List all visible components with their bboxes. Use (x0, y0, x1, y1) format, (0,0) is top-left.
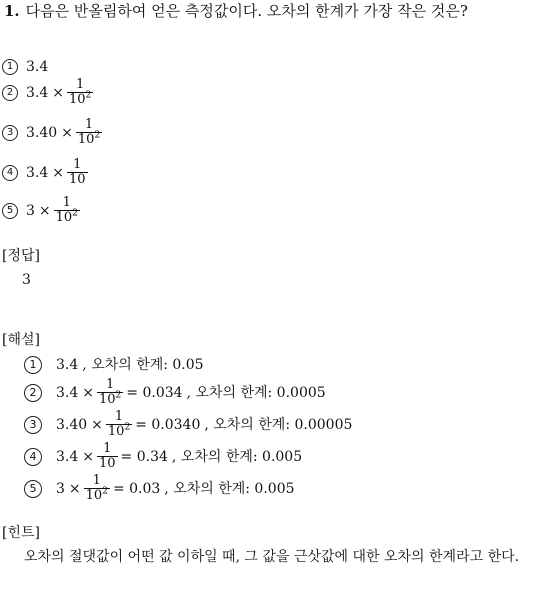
denominator-exponent: 2 (102, 486, 108, 497)
fraction (97, 378, 123, 407)
denominator-base: 10 (99, 392, 116, 407)
explanation-operator: × (91, 416, 103, 433)
choice-1[interactable] (2, 58, 48, 76)
choice-operator: × (52, 84, 64, 101)
answer-value: 3 (22, 272, 31, 288)
explanation-lead: 3 (56, 480, 65, 497)
explanation-result: = 0.03 (112, 480, 161, 497)
explanation-lead: 3.40 (56, 416, 88, 433)
fraction-numerator: 1 (84, 117, 94, 132)
choice-5[interactable] (2, 196, 83, 225)
fraction-numerator: 1 (106, 377, 115, 392)
fraction-numerator: 1 (114, 409, 124, 424)
fraction-numerator: 1 (62, 195, 71, 210)
choice-lead: 3.4 (26, 164, 49, 181)
denominator-exponent: 2 (85, 90, 92, 101)
choice-operator: × (61, 124, 73, 141)
choice-lead: 3 (26, 202, 35, 219)
fraction-numerator: 1 (103, 441, 112, 456)
explanation-operator: × (68, 480, 81, 497)
fraction (97, 442, 118, 471)
explanation-mark: 3 (24, 416, 42, 434)
fraction-denominator (84, 488, 110, 503)
explanation-result: = 0.0340 (135, 416, 201, 433)
answer-header: [정답] (2, 248, 40, 264)
choice-mark: 1 (2, 59, 18, 75)
explanation-result: = 0.034 (126, 384, 183, 401)
explanation-suffix: , 오차의 한계: 0.05 (82, 357, 204, 373)
explanation-operator: × (82, 448, 94, 465)
choice-lead: 3.40 (26, 124, 58, 141)
fraction-denominator (97, 392, 123, 407)
explanation-header: [해설] (2, 332, 40, 348)
fraction-numerator: 1 (92, 473, 101, 488)
denominator-exponent: 2 (72, 208, 78, 219)
fraction (106, 410, 132, 439)
choice-lead: 3.4 (26, 59, 49, 75)
fraction-denominator (76, 132, 102, 147)
hint-header: [힌트] (2, 525, 40, 541)
question-number: 1. (4, 2, 20, 20)
fraction-numerator: 1 (73, 157, 82, 172)
choice-3[interactable] (2, 118, 105, 147)
explanation-mark: 5 (24, 480, 42, 498)
choice-operator: × (38, 202, 51, 219)
explanation-mark: 4 (24, 448, 42, 466)
choice-mark: 2 (2, 85, 18, 101)
explanation-result: = 0.34 (120, 448, 168, 465)
denominator-base: 10 (107, 424, 125, 439)
denominator-base: 10 (77, 132, 95, 147)
explanation-suffix: , 오차의 한계: 0.005 (164, 480, 295, 497)
denominator-base: 10 (69, 172, 86, 187)
fraction (67, 78, 93, 107)
question (4, 2, 468, 20)
explanation-lead: 3.4 (56, 357, 79, 373)
explanation-suffix: , 오차의 한계: 0.005 (171, 448, 303, 465)
fraction-denominator (67, 92, 93, 107)
fraction-denominator (54, 210, 80, 225)
denominator-base: 10 (85, 488, 103, 503)
denominator-exponent: 2 (124, 422, 131, 433)
fraction (84, 474, 110, 503)
explanation-suffix: , 오차의 한계: 0.00005 (204, 416, 353, 433)
question-text: 다음은 반올림하여 얻은 측정값이다. 오차의 한계가 가장 작은 것은? (25, 2, 468, 20)
choice-operator: × (52, 164, 64, 181)
hint-text: 오차의 절댓값이 어떤 값 이하일 때, 그 값을 근삿값에 대한 오차의 한계라고 한다. (24, 549, 520, 565)
explanation-mark: 2 (24, 384, 42, 402)
explanation-lead: 3.4 (56, 448, 79, 465)
fraction-denominator (67, 172, 88, 187)
choice-2[interactable] (2, 78, 96, 107)
fraction-numerator: 1 (76, 77, 85, 92)
choice-lead: 3.4 (26, 84, 49, 101)
denominator-base: 10 (69, 92, 86, 107)
explanation-item-1 (24, 356, 204, 374)
denominator-base: 10 (99, 456, 116, 471)
explanation-item-2 (24, 378, 326, 407)
fraction (76, 118, 102, 147)
denominator-base: 10 (55, 210, 73, 225)
explanation-item-3 (24, 410, 352, 439)
choice-mark: 5 (2, 203, 18, 219)
choice-mark: 4 (2, 165, 18, 181)
denominator-exponent: 2 (94, 130, 101, 141)
fraction (67, 158, 88, 187)
fraction-denominator (106, 424, 132, 439)
choice-4[interactable] (2, 158, 91, 187)
explanation-item-4 (24, 442, 302, 471)
explanation-mark: 1 (24, 356, 42, 374)
explanation-suffix: , 오차의 한계: 0.0005 (186, 384, 326, 401)
choice-mark: 3 (2, 125, 18, 141)
explanation-lead: 3.4 (56, 384, 79, 401)
fraction-denominator (97, 456, 118, 471)
explanation-item-5 (24, 474, 295, 503)
explanation-operator: × (82, 384, 94, 401)
fraction (54, 196, 80, 225)
denominator-exponent: 2 (115, 390, 122, 401)
